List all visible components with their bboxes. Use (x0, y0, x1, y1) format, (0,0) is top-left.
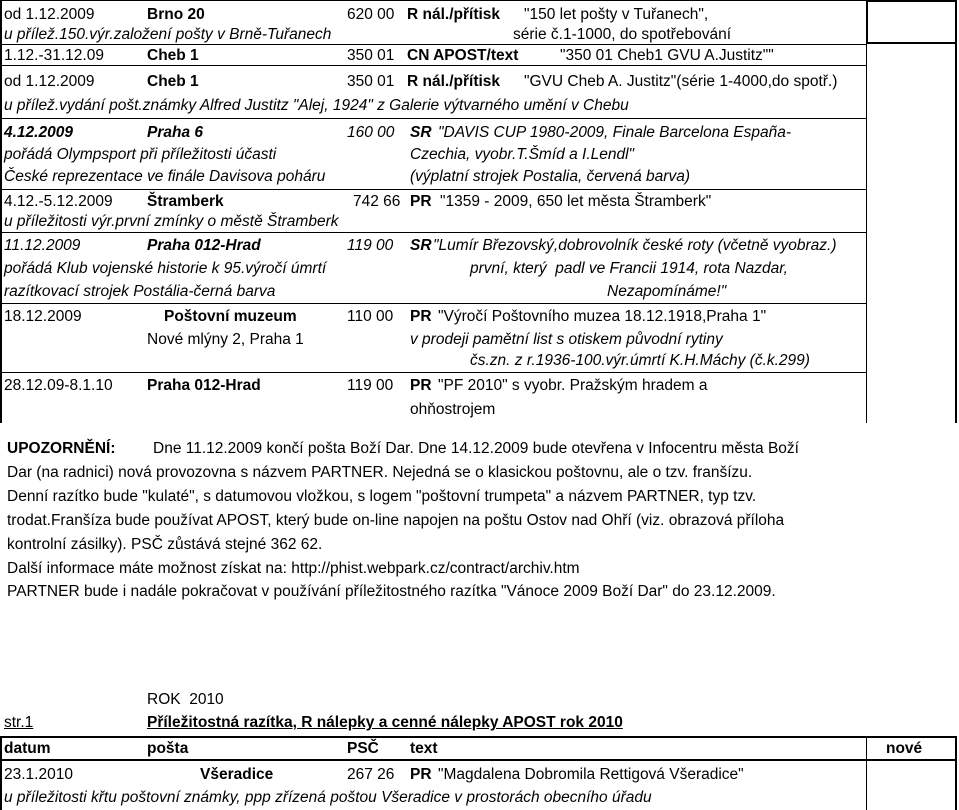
page-number: str.1 (4, 714, 34, 731)
text-cell: "Výročí Poštovního muzea 18.12.1918,Praha 1" (438, 308, 767, 325)
notice-line: Další informace máte možnost získat na: http://phist.webpark.cz/contract/archiv.htm (7, 560, 580, 577)
date-cell: 23.1.2010 (4, 766, 73, 783)
notice-label: UPOZORNĚNÍ: (7, 440, 116, 457)
note-cell: u příležitosti výr.první zmínky o městě Štramberk (4, 213, 339, 230)
type-cell: PR (410, 377, 432, 394)
text-cell: "350 01 Cheb1 GVU A.Justitz"" (560, 47, 774, 64)
text-cell: "Lumír Březovský,dobrovolník české roty (včetně vyobraz.) (433, 237, 837, 254)
type-cell: PR (410, 193, 432, 210)
post-office-cell: Praha 012-Hrad (147, 237, 261, 254)
row-line (0, 232, 866, 233)
post-office-cell: Praha 6 (147, 124, 204, 141)
row-line (0, 118, 866, 119)
row-line (0, 303, 866, 304)
post-office-cell: Brno 20 (147, 6, 205, 23)
note-cell: ohňostrojem (410, 401, 496, 418)
col-header-psc: PSČ (347, 740, 379, 757)
date-cell: 4.12.-5.12.2009 (4, 193, 113, 210)
header-bottom-line (0, 759, 957, 761)
left-border (0, 736, 2, 810)
type-cell: SR (410, 124, 432, 141)
note-cell: (výplatní strojek Postalia, červená barva) (410, 168, 690, 185)
psc-cell: 350 01 (347, 47, 395, 64)
type-cell: CN APOST/text (407, 47, 519, 64)
type-cell: R nál./přítisk (407, 6, 501, 23)
psc-cell: 620 00 (347, 6, 395, 23)
row-line (0, 372, 866, 373)
type-cell: PR (410, 766, 432, 783)
psc-cell: 110 00 (347, 308, 394, 325)
col-header-text: text (410, 740, 438, 757)
psc-cell: 742 66 (353, 193, 401, 210)
note-cell: v prodeji pamětní list s otiskem původní rytiny (410, 331, 723, 348)
note-cell: Czechia, vyobr.T.Šmíd a I.Lendl" (410, 146, 635, 163)
post-office-cell: Štramberk (147, 193, 224, 210)
notice-line: Denní razítko bude "kulaté", s datumovou vložkou, s logem "poštovní trumpeta" a názvem PARTNER, typ tzv. (7, 488, 757, 505)
date-cell: od 1.12.2009 (4, 6, 95, 23)
psc-cell: 160 00 (347, 124, 395, 141)
notice-line: Dar (na radnici) nová provozovna s názvem PARTNER. Nejedná se o klasickou poštovnu, ale o tzv. franšízu. (7, 464, 753, 481)
psc-cell: 119 00 (347, 237, 394, 254)
note-cell: pořádá Olympsport při příležitosti účasti (4, 146, 277, 163)
note-cell: série č.1-1000, do spotřebování (513, 26, 731, 43)
note-cell: čs.zn. z r.1936-100.výr.úmrtí K.H.Máchy (č.k.299) (470, 352, 810, 369)
text-cell: "DAVIS CUP 1980-2009, Finale Barcelona España- (438, 124, 792, 141)
section-heading: Příležitostná razítka, R nálepky a cenné nálepky APOST rok 2010 (147, 714, 623, 731)
right-border (955, 736, 957, 810)
notice-line: PARTNER bude i nadále pokračovat v používání příležitostného razítka "Vánoce 2009 Boží Dar" do 23.12.2009. (7, 583, 776, 600)
note-cell: České reprezentace ve finále Davisova poháru (4, 168, 326, 185)
date-cell: 4.12.2009 (4, 124, 73, 141)
type-cell: PR (410, 308, 432, 325)
notice-line: kontrolní zásilky). PSČ zůstává stejné 362 62. (7, 536, 323, 553)
note-cell: Nové mlýny 2, Praha 1 (147, 331, 304, 348)
psc-cell: 350 01 (347, 73, 395, 90)
post-office-cell: Poštovní muzeum (164, 308, 297, 325)
type-cell: R nál./přítisk (407, 73, 501, 90)
nove-cell-box (866, 0, 957, 44)
col-header-nove: nové (886, 740, 923, 757)
note-cell: razítkovací strojek Postália-černá barva (4, 283, 276, 300)
post-office-cell: Cheb 1 (147, 73, 199, 90)
note-cell: u přílež.vydání pošt.známky Alfred Justitz "Alej, 1924" z Galerie výtvarného umění v Chebu (4, 97, 629, 114)
note-cell: první, který padl ve Francii 1914, rota Nazdar, (470, 260, 788, 277)
post-office-cell: Všeradice (200, 766, 274, 783)
type-cell: SR (410, 237, 432, 254)
note-cell: pořádá Klub vojenské historie k 95.výročí úmrtí (4, 260, 327, 277)
post-office-cell: Praha 012-Hrad (147, 377, 261, 394)
date-cell: 28.12.09-8.1.10 (4, 377, 113, 394)
text-cell: "Magdalena Dobromila Rettigová Všeradice" (438, 766, 744, 783)
text-cell: "150 let pošty v Tuřanech", (524, 6, 709, 23)
header-top-line (0, 736, 957, 738)
right-border (955, 0, 957, 423)
text-cell: "1359 - 2009, 650 let města Štramberk" (440, 193, 712, 210)
psc-cell: 119 00 (347, 377, 394, 394)
date-cell: od 1.12.2009 (4, 73, 95, 90)
col-header-posta: pošta (147, 740, 189, 757)
note-cell: u přílež.150.výr.založení pošty v Brně-Tuřanech (4, 26, 332, 43)
text-cell: "PF 2010" s vyobr. Pražským hradem a (438, 377, 708, 394)
text-cell: "GVU Cheb A. Justitz"(série 1-4000,do spotř.) (524, 73, 838, 90)
note-cell: Nezapomínáme!" (607, 283, 727, 300)
note-cell: u příležitosti křtu poštovní známky, ppp zřízená poštou Všeradice v prostorách obecního úřadu (4, 789, 652, 806)
row-line (0, 0, 866, 1)
date-cell: 11.12.2009 (4, 237, 81, 254)
col-line-nove (866, 736, 867, 810)
notice-line: Dne 11.12.2009 končí pošta Boží Dar. Dne 14.12.2009 bude otevřena v Infocentru města Boží (153, 440, 799, 457)
year-label: ROK 2010 (147, 691, 224, 708)
post-office-cell: Cheb 1 (147, 47, 199, 64)
left-border (0, 0, 2, 423)
date-cell: 1.12.-31.12.09 (4, 47, 104, 64)
col-header-datum: datum (4, 740, 51, 757)
psc-cell: 267 26 (347, 766, 395, 783)
row-line (0, 189, 866, 190)
notice-line: trodat.Franšíza bude používat APOST, který bude on-line napojen na poštu Ostov nad Ohří (viz. obrazová příloha (7, 512, 785, 529)
date-cell: 18.12.2009 (4, 308, 82, 325)
col-line-nove (866, 0, 867, 423)
